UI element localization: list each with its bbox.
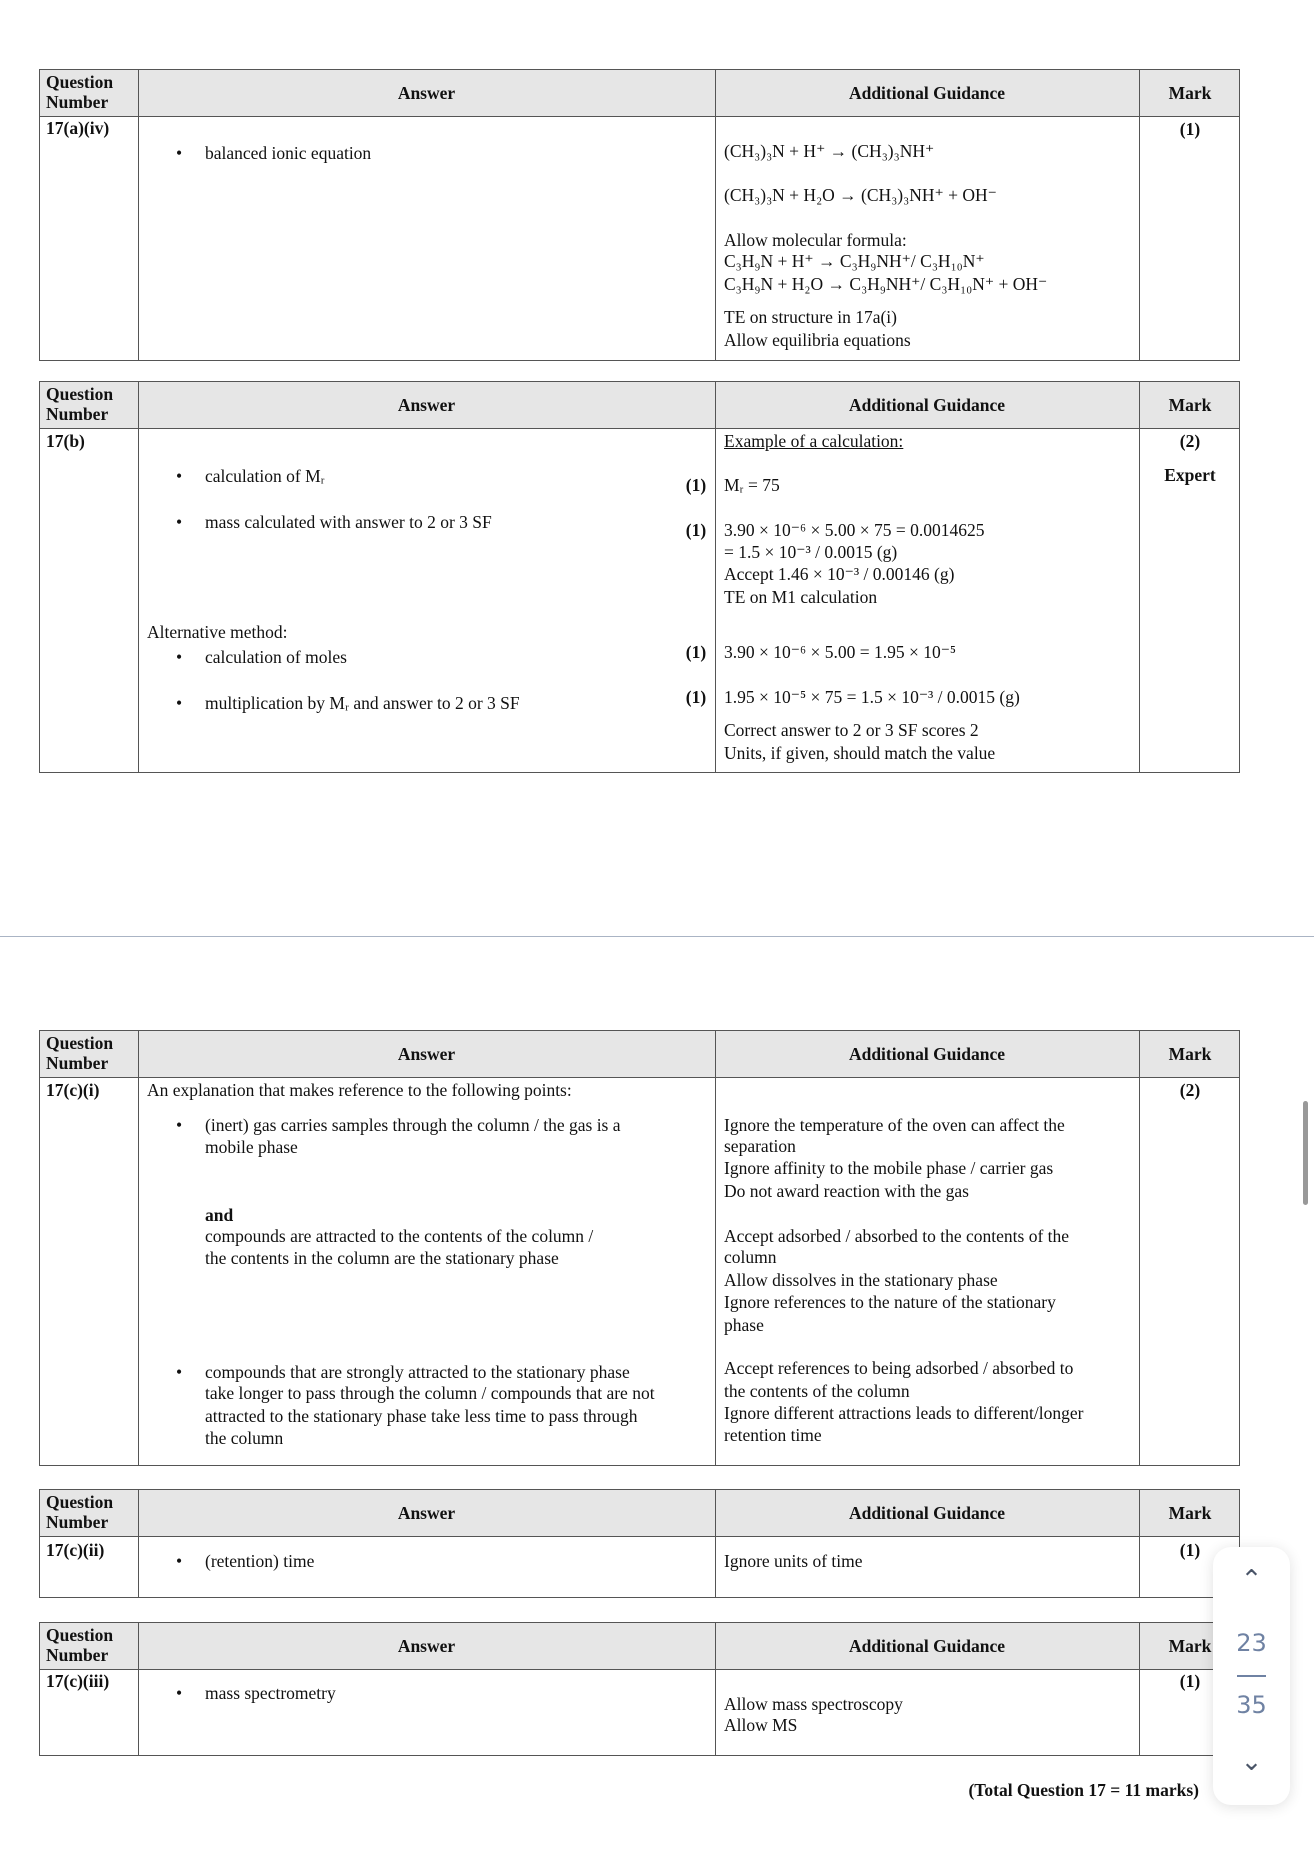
bullet: • — [176, 512, 183, 532]
guidance-line: Ignore the temperature of the oven can affect the — [724, 1115, 1065, 1135]
bullet: • — [176, 143, 183, 163]
guidance-line: = 1.5 × 10⁻³ / 0.0015 (g) — [724, 542, 898, 562]
total-marks: (Total Question 17 = 11 marks) — [968, 1780, 1199, 1800]
mark-table-17c-ii — [39, 1489, 1240, 1598]
page-separator — [0, 936, 1314, 937]
next-page-chevron-down-icon[interactable]: ⌄ — [1240, 1747, 1263, 1777]
guidance-line: separation — [724, 1136, 796, 1156]
mark-header: Mark — [1168, 1635, 1212, 1656]
point-mark: (1) — [685, 642, 707, 662]
answer-header: Answer — [397, 1635, 456, 1656]
answer-point: mass calculated with answer to 2 or 3 SF — [205, 512, 492, 532]
guidance-line: retention time — [724, 1425, 822, 1445]
guidance-line: Do not award reaction with the gas — [724, 1181, 969, 1201]
guidance-line: Accept adsorbed / absorbed to the contents of the — [724, 1226, 1070, 1246]
question-number-header: Question Number — [46, 1033, 114, 1073]
answer-header: Answer — [397, 394, 456, 415]
question-number: 17(c)(i) — [46, 1080, 100, 1100]
guidance-line: Ignore affinity to the mobile phase / carrier gas — [724, 1158, 1054, 1178]
question-number-header: Question Number — [46, 1625, 114, 1665]
mark: (1) — [1179, 1671, 1201, 1691]
guidance-line: Correct answer to 2 or 3 SF scores 2 — [724, 720, 979, 740]
guidance-line: the contents of the column — [724, 1381, 910, 1401]
guidance-line: TE on structure in 17a(i) — [724, 307, 898, 327]
question-number-header: Question Number — [46, 1492, 114, 1532]
guidance-line: Ignore units of time — [724, 1551, 863, 1571]
mark: (2) — [1179, 1080, 1201, 1100]
question-number-header: Question Number — [46, 72, 114, 112]
question-number: 17(c)(iii) — [46, 1671, 110, 1691]
guidance-line: Allow mass spectroscopy — [724, 1694, 903, 1714]
scrollbar[interactable] — [1303, 1101, 1308, 1205]
guidance-line: column — [724, 1247, 777, 1267]
guidance-header: Additional Guidance — [848, 82, 1006, 103]
answer-header: Answer — [397, 1043, 456, 1064]
guidance-line: Allow MS — [724, 1715, 798, 1735]
mark: (2) — [1179, 431, 1201, 451]
guidance-line: 3.90 × 10⁻⁶ × 5.00 = 1.95 × 10⁻⁵ — [724, 642, 957, 662]
guidance-line: TE on M1 calculation — [724, 587, 878, 607]
mark: (1) — [1179, 1540, 1201, 1560]
current-page: 23 — [1236, 1629, 1267, 1657]
bullet: • — [176, 647, 183, 667]
answer-point: mass spectrometry — [205, 1683, 336, 1703]
question-number: 17(a)(iv) — [46, 118, 110, 138]
question-number: 17(b) — [46, 431, 85, 451]
mark-table-17c-iii — [39, 1622, 1240, 1756]
mark-table-17a-iv — [39, 69, 1240, 361]
point-mark: (1) — [685, 475, 707, 495]
page-navigator — [1213, 1547, 1290, 1805]
answer-and: and — [205, 1205, 234, 1225]
answer-point: calculation of moles — [205, 647, 347, 667]
guidance-line: Example of a calculation: — [724, 431, 904, 451]
guidance-header: Additional Guidance — [848, 1502, 1006, 1523]
guidance-line: phase — [724, 1315, 764, 1335]
mark-header: Mark — [1168, 1043, 1212, 1064]
guidance-line: Allow dissolves in the stationary phase — [724, 1270, 998, 1290]
answer-point: calculation of Mᵣ — [205, 466, 325, 486]
answer-header: Answer — [397, 82, 456, 103]
page-divider — [1237, 1675, 1266, 1677]
answer-point: (retention) time — [205, 1551, 315, 1571]
guidance-line: Mᵣ = 75 — [724, 475, 780, 495]
guidance-line: Allow equilibria equations — [724, 330, 911, 350]
bullet: • — [176, 1362, 183, 1382]
guidance-line: (CH₃)₃N + H⁺ → (CH₃)₃NH⁺ — [724, 141, 935, 161]
guidance-line: Accept references to being adsorbed / absorbed to — [724, 1358, 1074, 1378]
bullet: • — [176, 466, 183, 486]
mark-header: Mark — [1168, 394, 1212, 415]
guidance-line: 3.90 × 10⁻⁶ × 5.00 × 75 = 0.0014625 — [724, 520, 985, 540]
guidance-line: (CH₃)₃N + H₂O → (CH₃)₃NH⁺ + OH⁻ — [724, 185, 997, 205]
alternative-method-label: Alternative method: — [147, 622, 288, 642]
mark-header: Mark — [1168, 1502, 1212, 1523]
point-mark: (1) — [685, 520, 707, 540]
mark-header: Mark — [1168, 82, 1212, 103]
answer-point: multiplication by Mᵣ and answer to 2 or 3 SF — [205, 693, 520, 713]
answer-point: balanced ionic equation — [205, 143, 372, 163]
guidance-line: Ignore different attractions leads to different/longer — [724, 1403, 1084, 1423]
answer-header: Answer — [397, 1502, 456, 1523]
point-mark: (1) — [685, 687, 707, 707]
guidance-line: Allow molecular formula: — [724, 230, 907, 250]
answer-intro: An explanation that makes reference to the following points: — [147, 1080, 572, 1100]
answer-line: take longer to pass through the column / compounds that are not — [205, 1383, 655, 1403]
answer-line: mobile phase — [205, 1137, 298, 1157]
bullet: • — [176, 693, 183, 713]
guidance-line: Accept 1.46 × 10⁻³ / 0.00146 (g) — [724, 564, 955, 584]
guidance-line: C₃H₉N + H₂O → C₃H₉NH⁺/ C₃H₁₀N⁺ + OH⁻ — [724, 274, 1048, 294]
guidance-line: Ignore references to the nature of the stationary — [724, 1292, 1056, 1312]
guidance-header: Additional Guidance — [848, 1043, 1006, 1064]
answer-line: (inert) gas carries samples through the column / the gas is a — [205, 1115, 621, 1135]
answer-line: the contents in the column are the stationary phase — [205, 1248, 559, 1268]
previous-page-chevron-up-icon[interactable]: ⌃ — [1240, 1565, 1263, 1595]
bullet: • — [176, 1115, 183, 1135]
answer-line: the column — [205, 1428, 284, 1448]
question-number-header: Question Number — [46, 384, 114, 424]
guidance-line: Units, if given, should match the value — [724, 743, 996, 763]
guidance-header: Additional Guidance — [848, 394, 1006, 415]
bullet: • — [176, 1551, 183, 1571]
mark-table-17c-i — [39, 1030, 1240, 1466]
answer-line: compounds that are strongly attracted to the stationary phase — [205, 1362, 630, 1382]
guidance-line: 1.95 × 10⁻⁵ × 75 = 1.5 × 10⁻³ / 0.0015 (g) — [724, 687, 1020, 707]
total-pages: 35 — [1236, 1691, 1267, 1719]
guidance-line: C₃H₉N + H⁺ → C₃H₉NH⁺/ C₃H₁₀N⁺ — [724, 251, 985, 271]
answer-line: compounds are attracted to the contents of the column / — [205, 1226, 594, 1246]
question-number: 17(c)(ii) — [46, 1540, 105, 1560]
mark: (1) — [1179, 119, 1201, 139]
skill-level: Expert — [1164, 465, 1216, 485]
mark-table-17b — [39, 381, 1240, 773]
answer-line: attracted to the stationary phase take less time to pass through — [205, 1406, 638, 1426]
guidance-header: Additional Guidance — [848, 1635, 1006, 1656]
bullet: • — [176, 1683, 183, 1703]
